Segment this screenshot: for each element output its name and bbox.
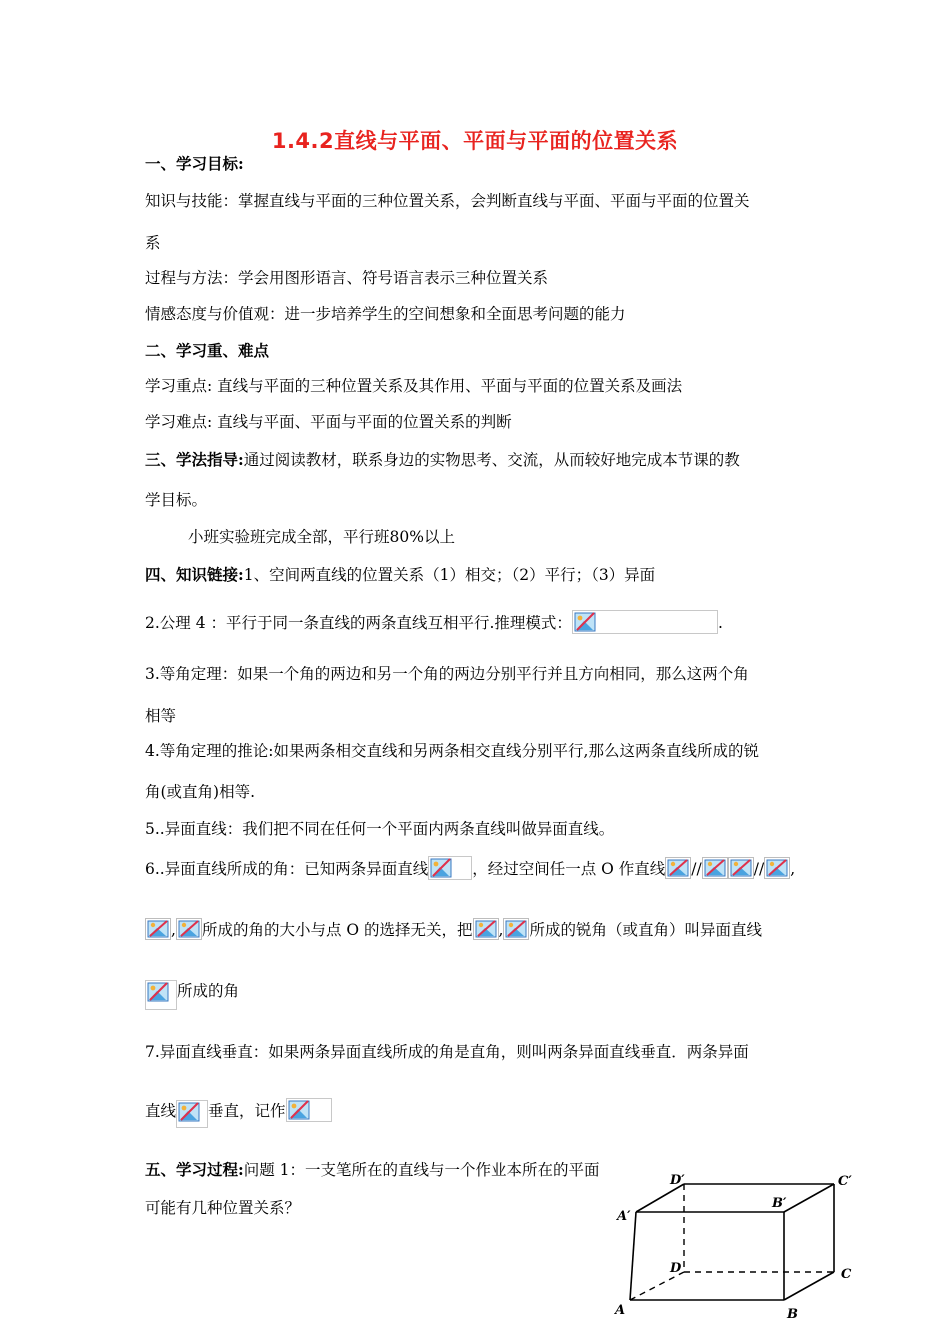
formula-image-placeholder: [428, 856, 472, 880]
image-placeholder-icon: [730, 859, 752, 877]
image-placeholder-icon: [288, 1100, 310, 1120]
section-4-heading: 四、知识链接:: [145, 565, 244, 584]
label-d: D: [670, 1261, 682, 1276]
formula-image-placeholder: [176, 1100, 208, 1128]
formula-image-placeholder: [702, 857, 728, 879]
formula-image-placeholder: [665, 857, 691, 879]
formula-image-placeholder: [764, 857, 790, 879]
image-placeholder-icon: [766, 859, 788, 877]
image-placeholder-icon: [475, 920, 497, 938]
formula-image-placeholder: [176, 918, 202, 940]
l6-text-f: 所成的锐角（或直角）叫异面直线: [529, 921, 762, 939]
s5-line: [145, 1158, 600, 1180]
s4-line-4: 4.等角定理的推论:如果两条相交直线和另两条相交直线分别平行,那么这两条直线所成的锐: [145, 742, 759, 760]
question-1: 问题 1：一支笔所在的直线与一个作业本所在的平面: [243, 1161, 600, 1179]
parallel-symbol: //: [753, 860, 765, 878]
comma: ,: [171, 921, 176, 939]
l6-text-e: 所成的角的大小与点 O 的选择无关，把: [201, 921, 473, 939]
formula-image-placeholder: [145, 980, 177, 1010]
section-3-heading: 三、学法指导:: [145, 450, 244, 469]
s4-line-3b: 相等: [145, 707, 177, 725]
edge-a1d1: [636, 1184, 684, 1212]
l7-text-b: 直线: [145, 1102, 177, 1120]
s1-line-3: 情感态度与价值观：进一步培养学生的空间想象和全面思考问题的能力: [145, 305, 626, 323]
s3-note: 小班实验班完成全部，平行班80%以上: [188, 528, 455, 546]
label-c1: C′: [838, 1174, 852, 1189]
s4-l1: 1、空间两直线的位置关系（1）相交；（2）平行；（3）异面: [243, 566, 656, 584]
s3-line: [145, 448, 740, 470]
s2-line-1: 学习重点: 直线与平面的三种位置关系及其作用、平面与平面的位置关系及画法: [145, 377, 683, 395]
label-d1: D′: [670, 1173, 685, 1188]
section-2-heading: 二、学习重、难点: [145, 341, 270, 360]
s3-text-2: 学目标。: [145, 491, 208, 509]
formula-image-placeholder: [572, 610, 718, 634]
s4-line-6: [145, 856, 795, 880]
comma: ,: [498, 921, 504, 939]
l7-text-c: 垂直，记作: [208, 1102, 286, 1120]
image-placeholder-icon: [505, 920, 527, 938]
s1-line-1: 知识与技能：掌握直线与平面的三种位置关系，会判断直线与平面、平面与平面的位置关: [145, 192, 750, 210]
s4-line-5: 5..异面直线：我们把不同在任何一个平面内两条直线叫做异面直线。: [145, 820, 615, 838]
parallel-symbol: //: [691, 860, 702, 878]
formula-image-placeholder: [145, 918, 171, 940]
image-placeholder-icon: [574, 612, 596, 632]
image-placeholder-icon: [178, 920, 200, 938]
section-1-heading: 一、学习目标:: [145, 154, 244, 173]
s4-line-4b: 角(或直角)相等.: [145, 783, 256, 801]
page-title: 1.4.2直线与平面、平面与平面的位置关系: [271, 129, 679, 153]
comma: ,: [790, 860, 796, 878]
label-b: B: [787, 1307, 798, 1322]
edge-aa1: [630, 1212, 636, 1300]
l6-text-a: 6..异面直线所成的角：已知两条异面直线: [145, 860, 429, 878]
s4-line-1: [145, 563, 655, 585]
label-c: C: [841, 1267, 852, 1282]
formula-image-placeholder: [503, 918, 529, 940]
label-a1: A′: [617, 1209, 631, 1224]
section-5-heading: 五、学习过程:: [145, 1160, 244, 1179]
cube-diagram: [612, 1168, 862, 1340]
s4-line-6c: [145, 979, 239, 1010]
s2-line-2: 学习难点: 直线与平面、平面与平面的位置关系的判断: [145, 413, 512, 431]
question-1b: 可能有几种位置关系？: [145, 1199, 301, 1217]
axiom-4-text: 2.公理 4 ：平行于同一条直线的两条直线互相平行.推理模式：: [145, 614, 572, 632]
s4-line-7b: [145, 1098, 332, 1128]
s4-line-3: 3.等角定理：如果一个角的两边和另一个角的两边分别平行并且方向相同，那么这两个角: [145, 665, 749, 683]
edge-b1c1: [784, 1184, 834, 1212]
label-a: A: [615, 1303, 626, 1318]
edge-bc: [784, 1272, 834, 1300]
image-placeholder-icon: [430, 858, 452, 878]
edge-ad: [630, 1272, 684, 1300]
s1-line-1b: 系: [145, 234, 161, 252]
label-b1: B′: [772, 1196, 787, 1211]
image-placeholder-icon: [667, 859, 689, 877]
image-placeholder-icon: [147, 920, 169, 938]
l6-text-b: ，经过空间任一点 O 作直线: [472, 860, 666, 878]
image-placeholder-icon: [147, 982, 169, 1002]
formula-image-placeholder: [728, 857, 754, 879]
formula-image-placeholder: [473, 918, 499, 940]
s4-line-2: [145, 610, 723, 634]
s1-line-2: 过程与方法：学会用图形语言、符号语言表示三种位置关系: [145, 269, 549, 287]
image-placeholder-icon: [704, 859, 726, 877]
s3-text: 通过阅读教材，联系身边的实物思考、交流，从而较好地完成本节课的教: [243, 451, 740, 469]
image-placeholder-icon: [178, 1102, 200, 1122]
s4-line-6b: [145, 918, 762, 940]
s4-line-7: 7.异面直线垂直：如果两条异面直线所成的角是直角，则叫两条异面直线垂直．两条异面: [145, 1043, 749, 1061]
formula-image-placeholder: [286, 1098, 332, 1122]
l6-text-g: 所成的角: [177, 982, 240, 1000]
period: .: [717, 614, 723, 632]
